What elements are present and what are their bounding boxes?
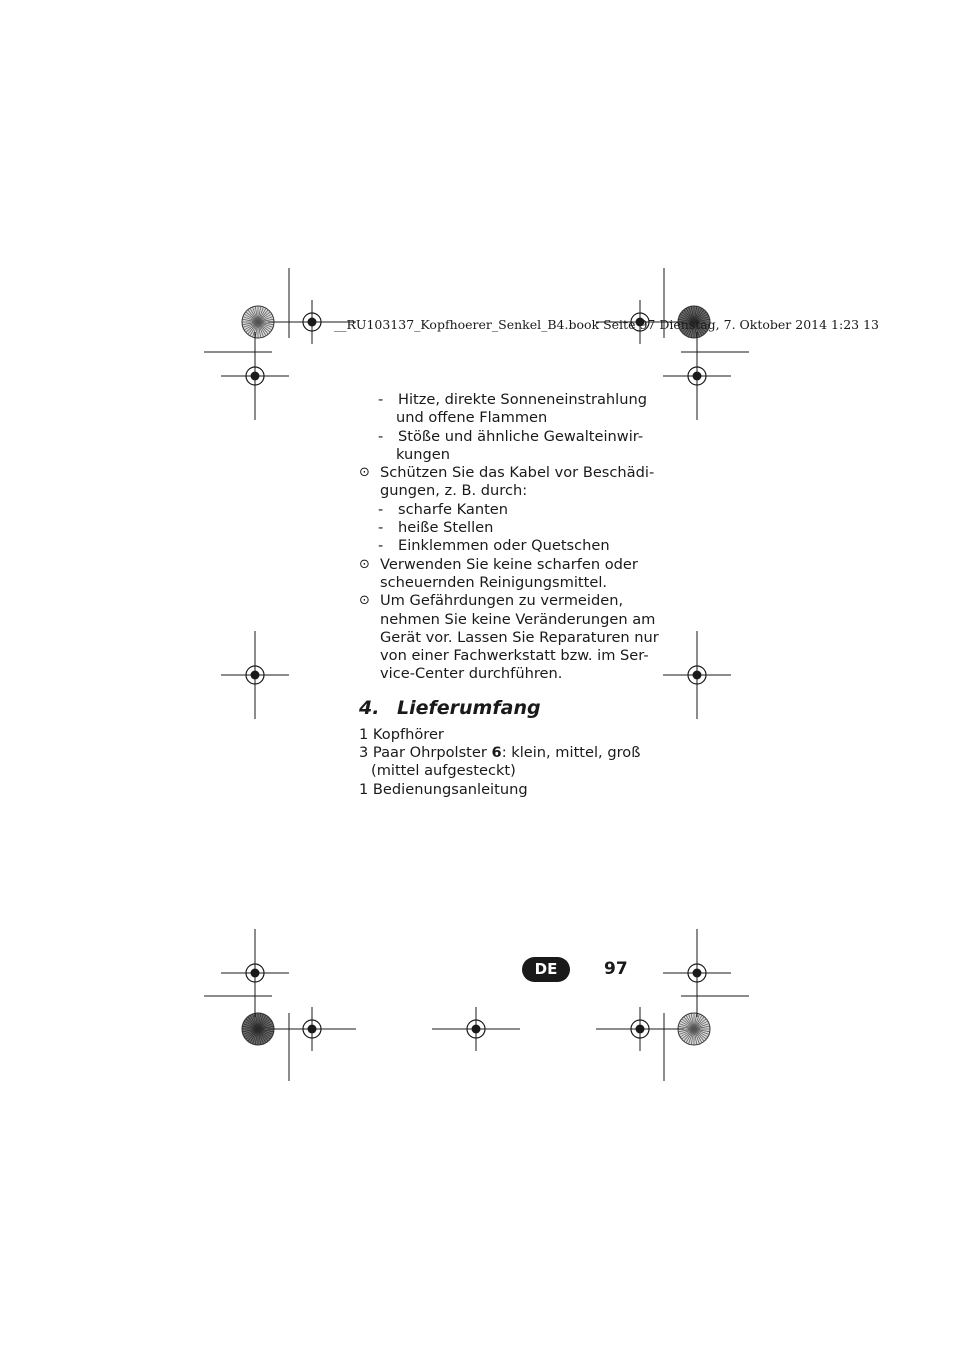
list-item-text: gungen, z. B. durch: [380,482,528,500]
list-item-text: scharfe Kanten [398,500,509,518]
registration-target-dot [308,318,317,327]
bullet-list-continuation [359,482,634,500]
page-content [359,391,659,799]
delivery-item-ear-pads [359,744,641,762]
section-number: 4. [359,696,380,719]
registration-target-dot [693,372,702,381]
registration-target-dot [693,671,702,680]
dash-marker: - [378,537,384,555]
dash-list-continuation [359,446,634,464]
bullet-list-item [359,464,655,482]
bullet-list-continuation [359,647,649,665]
registration-target-dot [251,969,260,978]
list-item-text: Stöße und ähnliche Gewalteinwir- [398,427,644,445]
print-slug-line: __RU103137_Kopfhoerer_Senkel_B4.book Seite 97 Dienstag, 7. Oktober 2014 1:23 13 [334,317,879,332]
circle-bullet-icon: ⊙ [359,465,370,481]
dash-list-continuation [359,409,634,427]
dash-list-item [359,537,634,555]
circle-bullet-icon: ⊙ [359,593,370,609]
bullet-list-item [359,555,638,574]
registration-target-dot [251,372,260,381]
list-item-text: nehmen Sie keine Veränderungen am [380,610,656,628]
list-item-text: Schützen Sie das Kabel vor Beschädi- [380,464,655,482]
bullet-list-continuation [359,628,659,647]
delivery-item-ear-pads-note: (mittel aufgesteckt) [371,762,516,780]
registration-target-dot [636,1025,645,1034]
page-number: 97 [604,959,628,979]
list-item-text: Einklemmen oder Quetschen [398,537,610,555]
registration-target-dot [251,671,260,680]
registration-target-dot [472,1025,481,1034]
dash-list-item [359,427,644,446]
list-item-text: scheuernden Reinigungsmittel. [380,573,608,591]
ear-pads-text: 3 Paar Ohrpolster [359,744,492,762]
registration-target-dot [693,969,702,978]
list-item-text: Gerät vor. Lassen Sie Reparaturen nur [380,628,659,646]
list-item-text: Um Gefährdungen zu vermeiden, [380,592,624,610]
registration-target-dot [308,1025,317,1034]
language-badge: DE [522,957,570,982]
dash-marker: - [378,500,384,518]
dash-marker: - [378,519,384,537]
circle-bullet-icon: ⊙ [359,556,370,572]
bullet-list-continuation [359,610,656,629]
ear-pads-sizes: : klein, mittel, groß [501,744,641,762]
dash-marker: - [378,427,384,445]
list-item-text: von einer Fachwerkstatt bzw. im Ser- [380,647,649,665]
list-item-text: Hitze, direkte Sonneneinstrahlung [398,391,647,408]
bullet-list-continuation [359,574,634,592]
dash-list-item [359,501,634,519]
safety-list [359,391,659,684]
dash-list-item [359,391,647,409]
list-item-text: vice-Center durchführen. [380,665,563,683]
section-heading [359,696,634,720]
ear-pads-ref-number: 6 [491,744,502,762]
list-item-text: heiße Stellen [398,519,494,537]
list-item-text: kungen [396,445,450,463]
dash-list-item [359,519,634,537]
bullet-list-continuation [359,665,634,683]
bullet-list-item [359,592,634,610]
section-title: Lieferumfang [397,696,541,719]
dash-marker: - [378,391,384,408]
delivery-item-manual: 1 Bedienungsanleitung [359,780,528,798]
delivery-item-headphones: 1 Kopfhörer [359,725,444,743]
list-item-text: Verwenden Sie keine scharfen oder [380,555,638,573]
list-item-text: und offene Flammen [396,409,548,427]
